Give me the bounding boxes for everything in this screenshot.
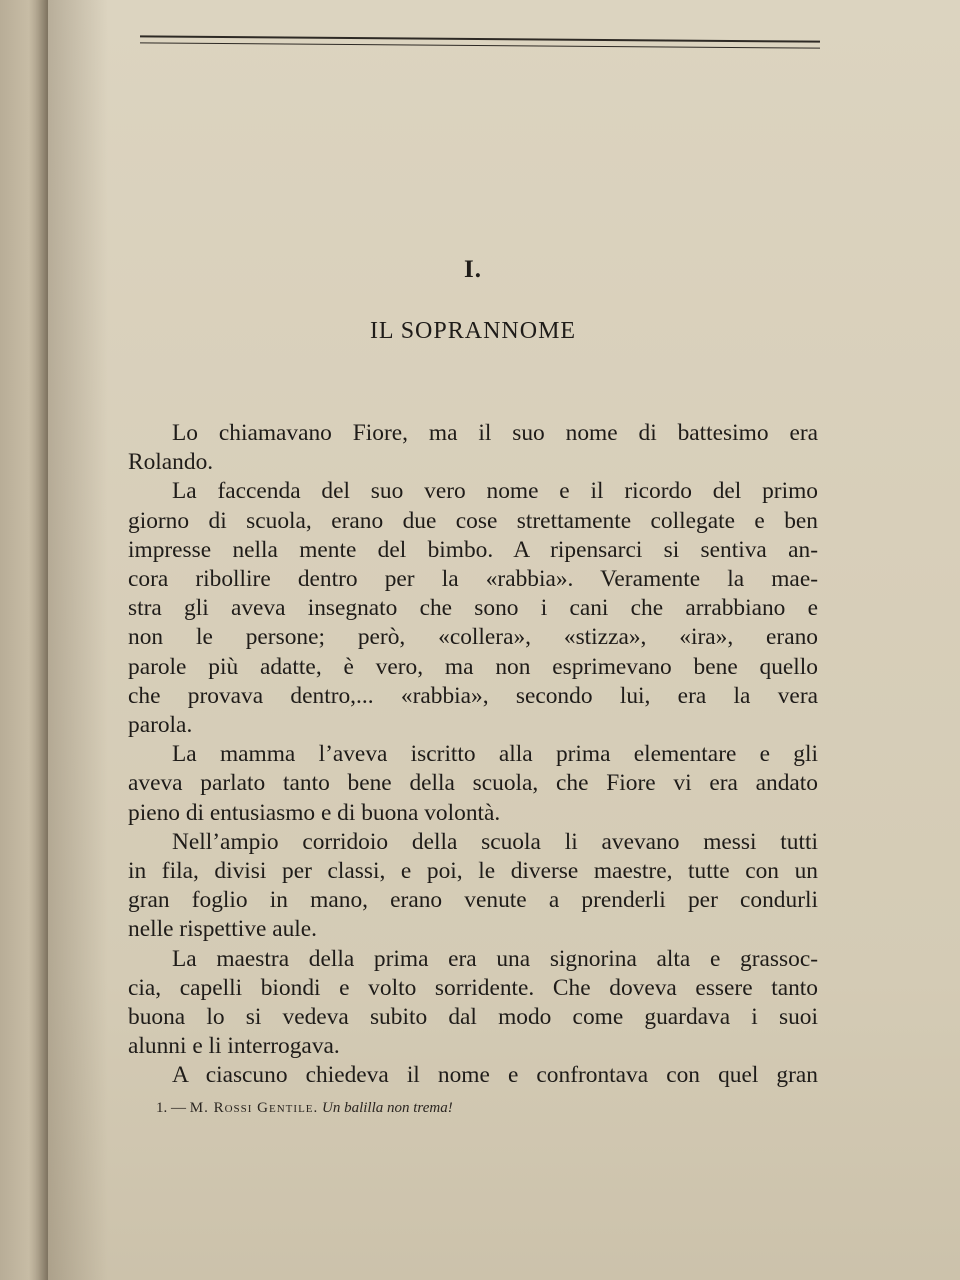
text-line: nelle rispettive aule. <box>128 916 317 943</box>
text-line: La faccenda del suo vero nome e il ricordo del primo <box>172 478 818 505</box>
text-line: La mamma l’aveva iscritto alla prima elementare e gli <box>172 741 818 768</box>
text-line: cia, capelli biondi e volto sorridente. Che doveva essere tanto <box>128 974 818 1001</box>
text-line: non le persone; però, «collera», «stizza», «ira», erano <box>128 624 818 651</box>
text-line: che provava dentro,... «rabbia», secondo lui, era la vera <box>128 682 818 709</box>
page-edge-shadow <box>48 0 108 1280</box>
footer-author: M. Rossi Gentile. <box>189 1100 319 1116</box>
text-line: A ciascuno chiedeva il nome e confrontava con quel gran <box>172 1062 818 1089</box>
page-footer <box>156 1100 453 1117</box>
text-line: alunni e li interrogava. <box>128 1033 340 1060</box>
signature-mark: 1. — <box>156 1100 186 1116</box>
text-line: in fila, divisi per classi, e poi, le diverse maestre, tutte con un <box>128 858 818 884</box>
text-line: La maestra della prima era una signorina alta e grassoc- <box>172 945 818 972</box>
text-line: gran foglio in mano, erano venute a prenderli per condurli <box>128 887 818 914</box>
footer-book-title: Un balilla non trema! <box>322 1100 453 1116</box>
text-line: impresse nella mente del bimbo. A ripensarci si sentiva an- <box>128 536 818 563</box>
text-line: pieno di entusiasmo e di buona volontà. <box>128 799 501 826</box>
book-gutter <box>0 0 52 1280</box>
text-line: Lo chiamavano Fiore, ma il suo nome di battesimo era <box>172 420 818 446</box>
text-line: stra gli aveva insegnato che sono i cani che arrabbiano e <box>128 595 818 622</box>
text-line: buona lo si vedeva subito dal modo come guardava i suoi <box>128 1004 818 1030</box>
text-line: Rolando. <box>128 449 214 476</box>
text-line: parole più adatte, è vero, ma non esprimevano bene quello <box>128 653 818 680</box>
text-line: parola. <box>128 712 193 738</box>
chapter-number: I. <box>464 256 482 283</box>
text-line: giorno di scuola, erano due cose strettamente collegate e ben <box>128 507 818 534</box>
text-line: Nell’ampio corridoio della scuola li avevano messi tutti <box>172 828 818 855</box>
text-line: cora ribollire dentro per la «rabbia». Veramente la mae- <box>128 566 818 592</box>
text-line: aveva parlato tanto bene della scuola, che Fiore vi era andato <box>128 770 818 797</box>
chapter-title: IL SOPRANNOME <box>369 318 577 344</box>
